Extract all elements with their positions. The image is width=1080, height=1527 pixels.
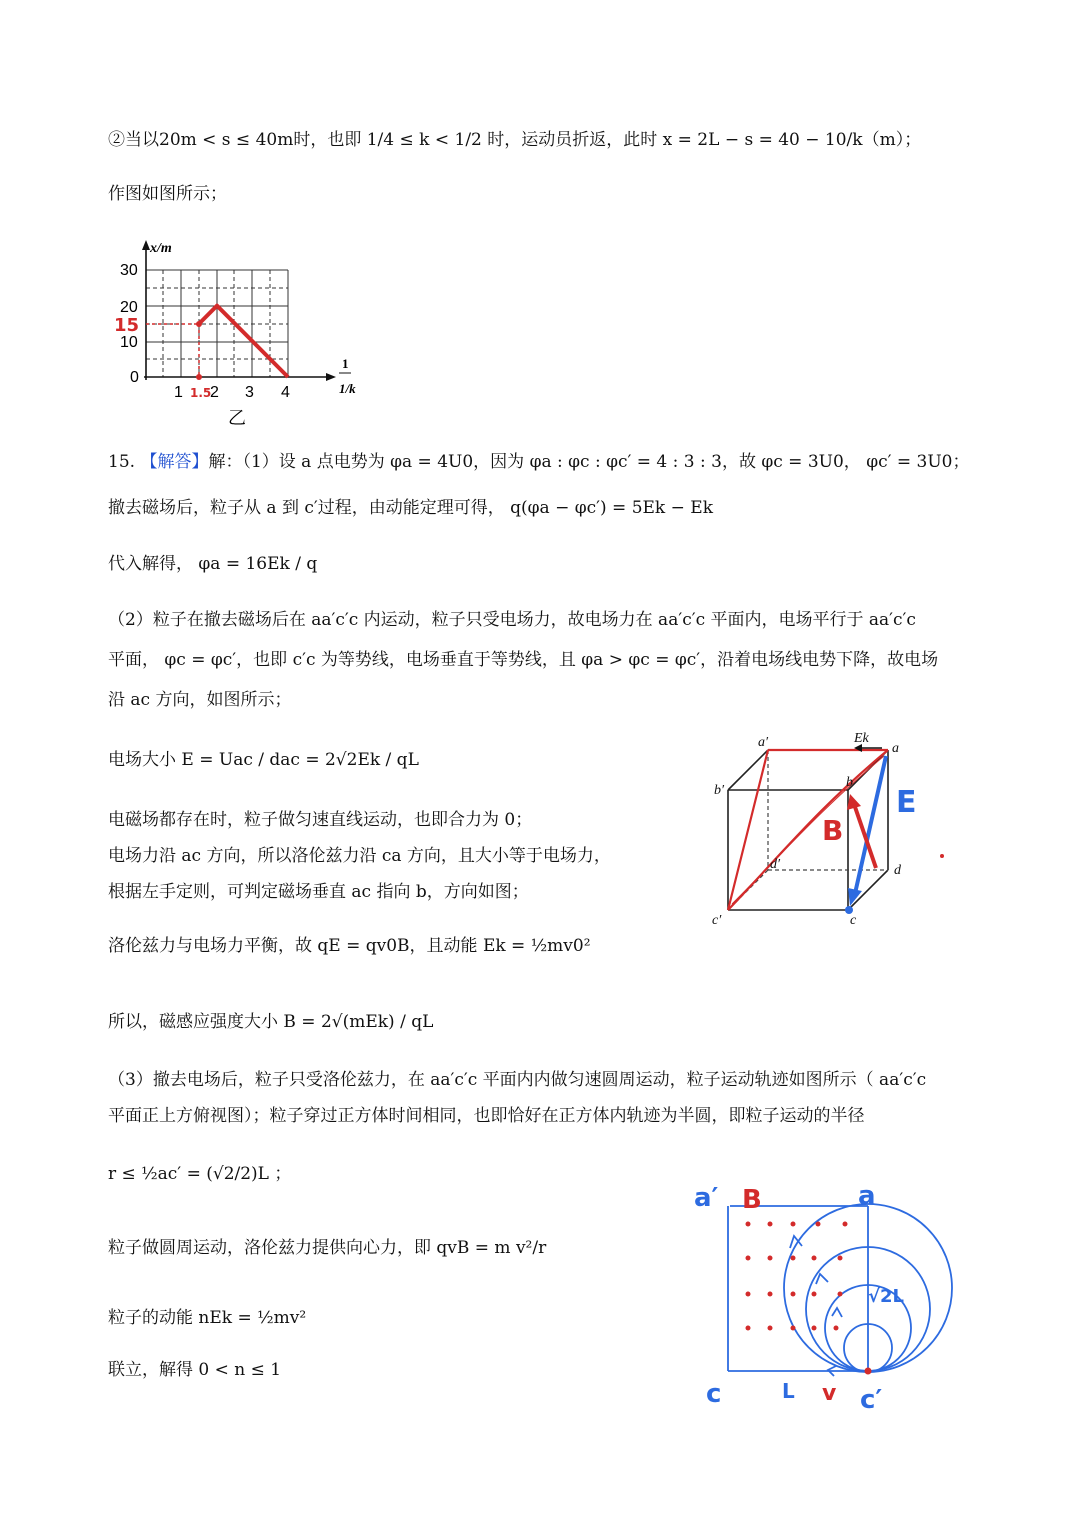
cube-label-b: b — [846, 775, 853, 790]
text-line-9: 电场大小 E = Uac / dac = 2√2Ek / qL — [108, 750, 419, 770]
text-line-20: 联立，解得 0 < n ≤ 1 — [108, 1360, 282, 1380]
text-line-5: 代入解得， φa = 16Ek / q — [108, 554, 318, 574]
x-axis-label-num: 1 — [342, 356, 349, 371]
cube-label-b-prime: b′ — [714, 783, 725, 798]
label-c: c — [706, 1379, 722, 1409]
circle-trajectory-figure — [690, 1176, 980, 1416]
text-line-8: 沿 ac 方向，如图所示； — [108, 690, 292, 710]
data-line — [199, 306, 288, 377]
x-tick-2: 2 — [210, 384, 219, 401]
cube-label-E: E — [896, 785, 917, 820]
label-B: B — [742, 1185, 762, 1215]
c-dot — [845, 906, 853, 914]
y-tick-30: 30 — [120, 262, 138, 279]
cube-label-Ek: Ek — [854, 731, 869, 746]
start-point — [196, 321, 202, 327]
q15-answer-tag: 【解答】 — [140, 452, 209, 472]
text-line-16: 平面正上方俯视图）；粒子穿过正方体时间相同，也即恰好在正方体内轨迹为半圆，即粒子运动的半径 — [108, 1106, 865, 1126]
q15-number: 15. — [108, 452, 136, 472]
text-line-1: ②当以20m < s ≤ 40m时，也即 1/4 ≤ k < 1/2 时，运动员折返，此时 x = 2L − s = 40 − 10/k（m）； — [108, 130, 922, 150]
text-line-4: 撤去磁场后，粒子从 a 到 c′过程，由动能定理可得， q(φa − φc′) = 5Ek − Ek — [108, 498, 713, 518]
x-tick-3: 3 — [245, 384, 254, 401]
cube-label-c-prime: c′ — [712, 913, 722, 928]
text-line-18: 粒子做圆周运动，洛伦兹力提供向心力，即 qvB = m v²/r — [108, 1238, 547, 1258]
B-arrow-head — [847, 794, 861, 810]
text-line-10: 电磁场都存在时，粒子做匀速直线运动，也即合力为 0； — [108, 810, 533, 830]
handwritten-1.5: 1.5 — [190, 386, 212, 400]
y-axis-label: x/m — [150, 241, 172, 256]
field-dots — [746, 1222, 872, 1375]
text-line-19: 粒子的动能 nEk = ½mv² — [108, 1308, 307, 1328]
label-a-prime: a′ — [694, 1183, 719, 1213]
label-c-prime: c′ — [860, 1385, 883, 1415]
graph-caption: 乙 — [228, 408, 246, 429]
text-line-15: （3）撤去电场后，粒子只受洛伦兹力，在 aa′c′c 平面内内做匀速圆周运动，粒子运动轨迹如图所示（ aa′c′c — [108, 1070, 927, 1090]
x-vs-1k-graph — [110, 232, 370, 432]
text-line-11: 电场力沿 ac 方向，所以洛伦兹力沿 ca 方向，且大小等于电场力， — [108, 846, 611, 866]
x-axis-arrow — [326, 373, 336, 381]
y-tick-20: 20 — [120, 299, 138, 316]
cube-label-d-prime: d′ — [770, 857, 781, 872]
text-line-6: （2）粒子在撤去磁场后在 aa′c′c 内运动，粒子只受电场力，故电场力在 aa′c′c 平面内，电场平行于 aa′c′c — [108, 610, 916, 630]
cube-label-c: c — [850, 913, 857, 928]
q15-line: 15. 【解答】解：（1）设 a 点电势为 φa = 4U0，因为 φa : φc : φc′ = 4 : 3 : 3，故 φc = 3U0， φc′ = 3U0； — [108, 452, 970, 472]
cube-label-a-prime: a′ — [758, 735, 769, 750]
label-r: √2L — [868, 1286, 904, 1307]
x-axis-label: 1/k — [339, 381, 356, 396]
stray-dot — [940, 854, 944, 858]
y-axis-arrow — [142, 240, 150, 250]
square-outline — [728, 1206, 868, 1371]
text-line-14: 所以，磁感应强度大小 B = 2√(mEk) / qL — [108, 1012, 434, 1032]
label-v: v — [822, 1381, 837, 1406]
text-line-13: 洛伦兹力与电场力平衡，故 qE = qv0B，且动能 Ek = ½mv0² — [108, 936, 591, 956]
label-a: a — [858, 1181, 876, 1211]
handwritten-15: 15 — [114, 315, 140, 336]
x-marker — [196, 374, 202, 380]
x-tick-4: 4 — [281, 384, 290, 401]
text-line-2: 作图如图所示； — [108, 184, 227, 204]
x-tick-1: 1 — [174, 384, 183, 401]
text-line-7: 平面， φc = φc′，也即 c′c 为等势线，电场垂直于等势线，且 φa > φc = φc′，沿着电场线电势下降，故电场 — [108, 650, 939, 670]
cube-label-B: B — [822, 814, 844, 847]
cube-label-d: d — [894, 863, 901, 878]
y-tick-10: 10 — [120, 334, 138, 351]
y-tick-0: 0 — [130, 369, 139, 386]
label-L: L — [782, 1379, 795, 1403]
cube-figure — [708, 728, 948, 928]
text-line-12: 根据左手定则，可判定磁场垂直 ac 指向 b，方向如图； — [108, 882, 529, 902]
cube-label-a: a — [892, 741, 899, 756]
text-line-17: r ≤ ½ac′ = (√2/2)L ； — [108, 1164, 292, 1184]
